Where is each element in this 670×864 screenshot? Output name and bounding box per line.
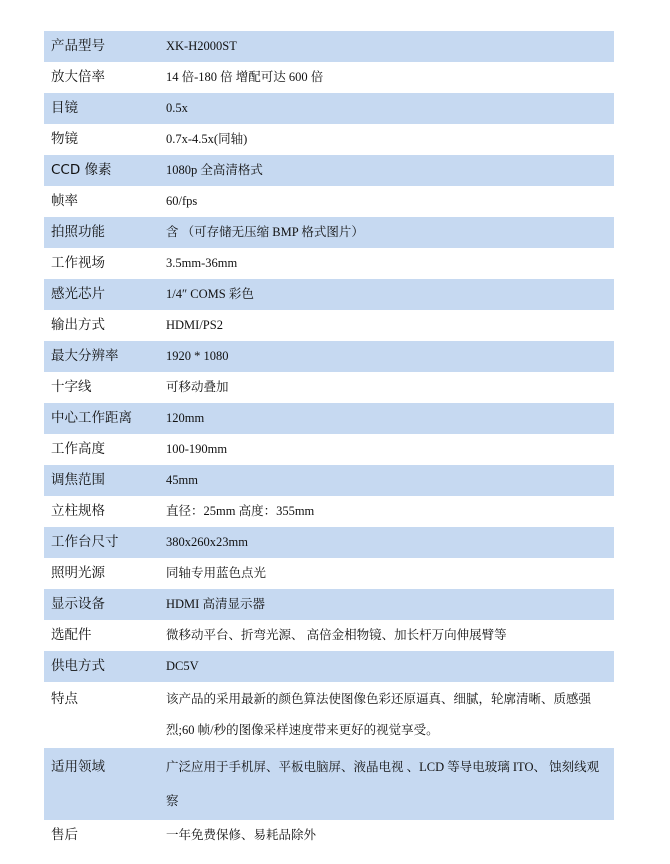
spec-row-features bbox=[44, 682, 614, 748]
spec-label: 调焦范围 bbox=[44, 465, 159, 496]
spec-row-ccd bbox=[44, 155, 614, 186]
spec-row-working-height bbox=[44, 434, 614, 465]
spec-value: 该产品的采用最新的颜色算法使图像色彩还原逼真、细腻，轮廓清晰、质感强烈;60 帧/秒的图像采样速度带来更好的视觉享受。 bbox=[166, 692, 592, 737]
spec-label: 工作台尺寸 bbox=[44, 527, 159, 558]
spec-value: 广泛应用于手机屏、平板电脑屏、液晶电视 、LCD 等导电玻璃 ITO、 蚀刻线观察 bbox=[159, 748, 614, 820]
spec-label: 目镜 bbox=[44, 93, 159, 124]
spec-value: 100-190mm bbox=[166, 442, 228, 456]
spec-value: 同轴专用蓝色点光 bbox=[166, 566, 267, 580]
spec-value: 一年免费保修、易耗品除外 bbox=[166, 828, 317, 842]
spec-value: HDMI 高清显示器 bbox=[159, 589, 614, 620]
spec-row-model bbox=[44, 31, 614, 62]
spec-label: 最大分辨率 bbox=[44, 341, 159, 372]
spec-label: 售后 bbox=[51, 827, 78, 843]
spec-label: 供电方式 bbox=[44, 651, 159, 682]
spec-table bbox=[44, 31, 614, 851]
spec-row-power bbox=[44, 651, 614, 682]
spec-row-framerate bbox=[44, 186, 614, 217]
spec-row-working-distance bbox=[44, 403, 614, 434]
spec-label: 中心工作距离 bbox=[44, 403, 159, 434]
spec-value: DC5V bbox=[159, 651, 614, 682]
spec-value: 直径：25mm 高度：355mm bbox=[166, 504, 315, 518]
spec-value: 3.5mm-36mm bbox=[166, 256, 238, 270]
spec-value: 45mm bbox=[159, 465, 614, 496]
spec-row-eyepiece bbox=[44, 93, 614, 124]
spec-row-accessories bbox=[44, 620, 614, 651]
spec-row-column bbox=[44, 496, 614, 527]
spec-row-stage-size bbox=[44, 527, 614, 558]
spec-row-objective bbox=[44, 124, 614, 155]
spec-label: 选配件 bbox=[51, 627, 92, 643]
spec-value: XK-H2000ST bbox=[159, 31, 614, 62]
spec-row-display bbox=[44, 589, 614, 620]
spec-label: 感光芯片 bbox=[44, 279, 159, 310]
spec-value: 0.5x bbox=[159, 93, 614, 124]
spec-value: 微移动平台、折弯光源、 高倍金相物镜、加长杆万向伸展臂等 bbox=[166, 628, 507, 642]
spec-value: 380x260x23mm bbox=[159, 527, 614, 558]
spec-row-after-sales bbox=[44, 820, 614, 851]
spec-label: 适用领域 bbox=[44, 748, 159, 820]
spec-value: 可移动叠加 bbox=[166, 380, 229, 394]
spec-value: 1080p 全高清格式 bbox=[159, 155, 614, 186]
spec-value: 120mm bbox=[159, 403, 614, 434]
spec-label: 立柱规格 bbox=[51, 503, 105, 519]
spec-label: 显示设备 bbox=[44, 589, 159, 620]
spec-value: 1/4″ COMS 彩色 bbox=[159, 279, 614, 310]
spec-row-field-of-view bbox=[44, 248, 614, 279]
spec-row-sensor bbox=[44, 279, 614, 310]
spec-label: 帧率 bbox=[51, 193, 78, 209]
spec-label: 输出方式 bbox=[51, 317, 105, 333]
spec-row-applications bbox=[44, 748, 614, 820]
spec-label: 工作视场 bbox=[51, 255, 105, 271]
spec-row-focus-range bbox=[44, 465, 614, 496]
spec-row-resolution bbox=[44, 341, 614, 372]
spec-label: 产品型号 bbox=[44, 31, 159, 62]
spec-row-magnification bbox=[44, 62, 614, 93]
spec-label: 特点 bbox=[51, 691, 78, 707]
spec-label: CCD 像素 bbox=[44, 155, 159, 186]
spec-value: 14 倍-180 倍 增配可达 600 倍 bbox=[166, 70, 324, 84]
spec-row-light-source bbox=[44, 558, 614, 589]
spec-label: 工作高度 bbox=[51, 441, 105, 457]
spec-label: 放大倍率 bbox=[51, 69, 105, 85]
spec-value: HDMI/PS2 bbox=[166, 318, 223, 332]
spec-row-output bbox=[44, 310, 614, 341]
spec-row-capture bbox=[44, 217, 614, 248]
spec-label: 十字线 bbox=[51, 379, 92, 395]
spec-value: 60/fps bbox=[166, 194, 198, 208]
spec-row-crosshair bbox=[44, 372, 614, 403]
spec-label: 照明光源 bbox=[51, 565, 105, 581]
spec-value: 0.7x-4.5x(同轴) bbox=[166, 132, 248, 146]
spec-value: 含 （可存储无压缩 BMP 格式图片） bbox=[159, 217, 614, 248]
spec-value: 1920 * 1080 bbox=[159, 341, 614, 372]
spec-label: 拍照功能 bbox=[44, 217, 159, 248]
spec-label: 物镜 bbox=[51, 131, 78, 147]
